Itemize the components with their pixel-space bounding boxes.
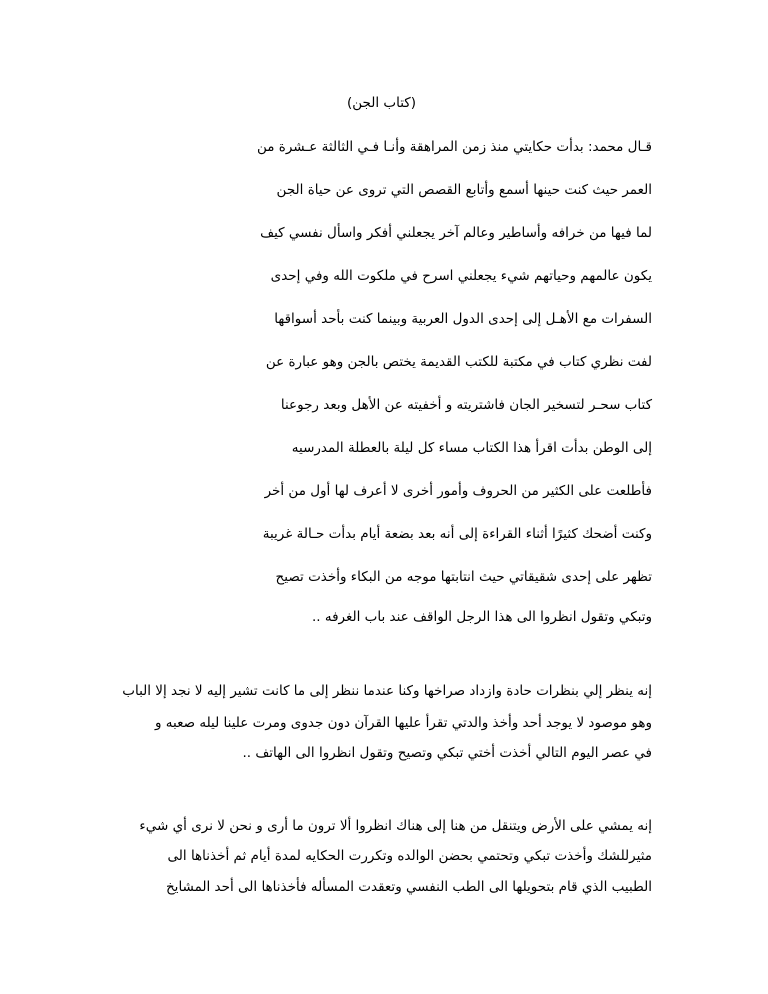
- paragraph-line: الطبيب الذي قام بتحويلها الى الطب النفسي وتعقدت المسأله فأخذناها الى أحد المشايخ: [165, 879, 652, 895]
- paragraph-line: وكنت أضحك كثيرًا أثناء القراءة إلى أنه بعد بضعة أيام بدأت حـالة غريبة: [262, 526, 652, 542]
- paragraph-line: وهو موصود لا يوجد أحد وأخذ والدتي تقرأ عليها القرآن دون جدوى ومرت علينا ليله صعبه و: [154, 715, 652, 731]
- paragraph-line: السفرات مع الأهـل إلى إحدى الدول العربية وبينما كنت بأحد أسواقها: [274, 311, 652, 327]
- document-title: (كتاب الجن): [346, 95, 416, 111]
- paragraph-line: قـال محمد: بدأت حكايتي منذ زمن المراهقة وأنـا فـي الثالثة عـشرة من: [256, 139, 652, 155]
- paragraph-line: إنه ينظر إلي بنظرات حادة وازداد صراخها وكنا عندما ننظر إلى ما كانت تشير إليه لا نجد إلا الباب: [122, 683, 652, 699]
- paragraph-line: كتاب سحـر لتسخير الجان فاشتريته و أخفيته عن الأهل وبعد رجوعنا: [280, 397, 652, 413]
- paragraph-line: مثيرللشك وأخذت تبكي وتحتمي بحضن الوالده وتكررت الحكايه لمدة أيام ثم أخذناها الى: [167, 848, 652, 864]
- paragraph-line: وتبكي وتقول انظروا الى هذا الرجل الواقف عند باب الغرفه ..: [311, 609, 652, 625]
- paragraph-line: لما فيها من خرافه وأساطير وعالم آخر يجعلني أفكر واسأل نفسي كيف: [260, 225, 652, 241]
- paragraph-line: إلى الوطن بدأت اقرأ هذا الكتاب مساء كل ليلة بالعطلة المدرسيه: [291, 440, 652, 456]
- paragraph-line: العمر حيث كنت حينها أسمع وأتابع القصص التي تروى عن حياة الجن: [276, 182, 652, 198]
- paragraph-line: لفت نظري كتاب في مكتبة للكتب القديمة يختص بالجن وهو عبارة عن: [265, 354, 652, 370]
- paragraph-line: إنه يمشي على الأرض ويتنقل من هنا إلى هناك انظروا ألا ترون ما أرى و نحن لا نرى أي شيء: [139, 818, 652, 834]
- paragraph-line: تظهر على إحدى شقيقاتي حيث انتابتها موجه من البكاء وأخذت تصيح: [275, 569, 652, 585]
- paragraph-line: يكون عالمهم وحياتهم شيء يجعلني اسرح في ملكوت الله وفي إحدى: [270, 268, 652, 284]
- paragraph-line: في عصر اليوم التالي أخذت أختي تبكي وتصيح وتقول انظروا الى الهاتف ..: [242, 745, 652, 761]
- paragraph-line: فأطلعت على الكثير من الحروف وأمور أخرى لا أعرف لها أول من أخر: [264, 483, 652, 499]
